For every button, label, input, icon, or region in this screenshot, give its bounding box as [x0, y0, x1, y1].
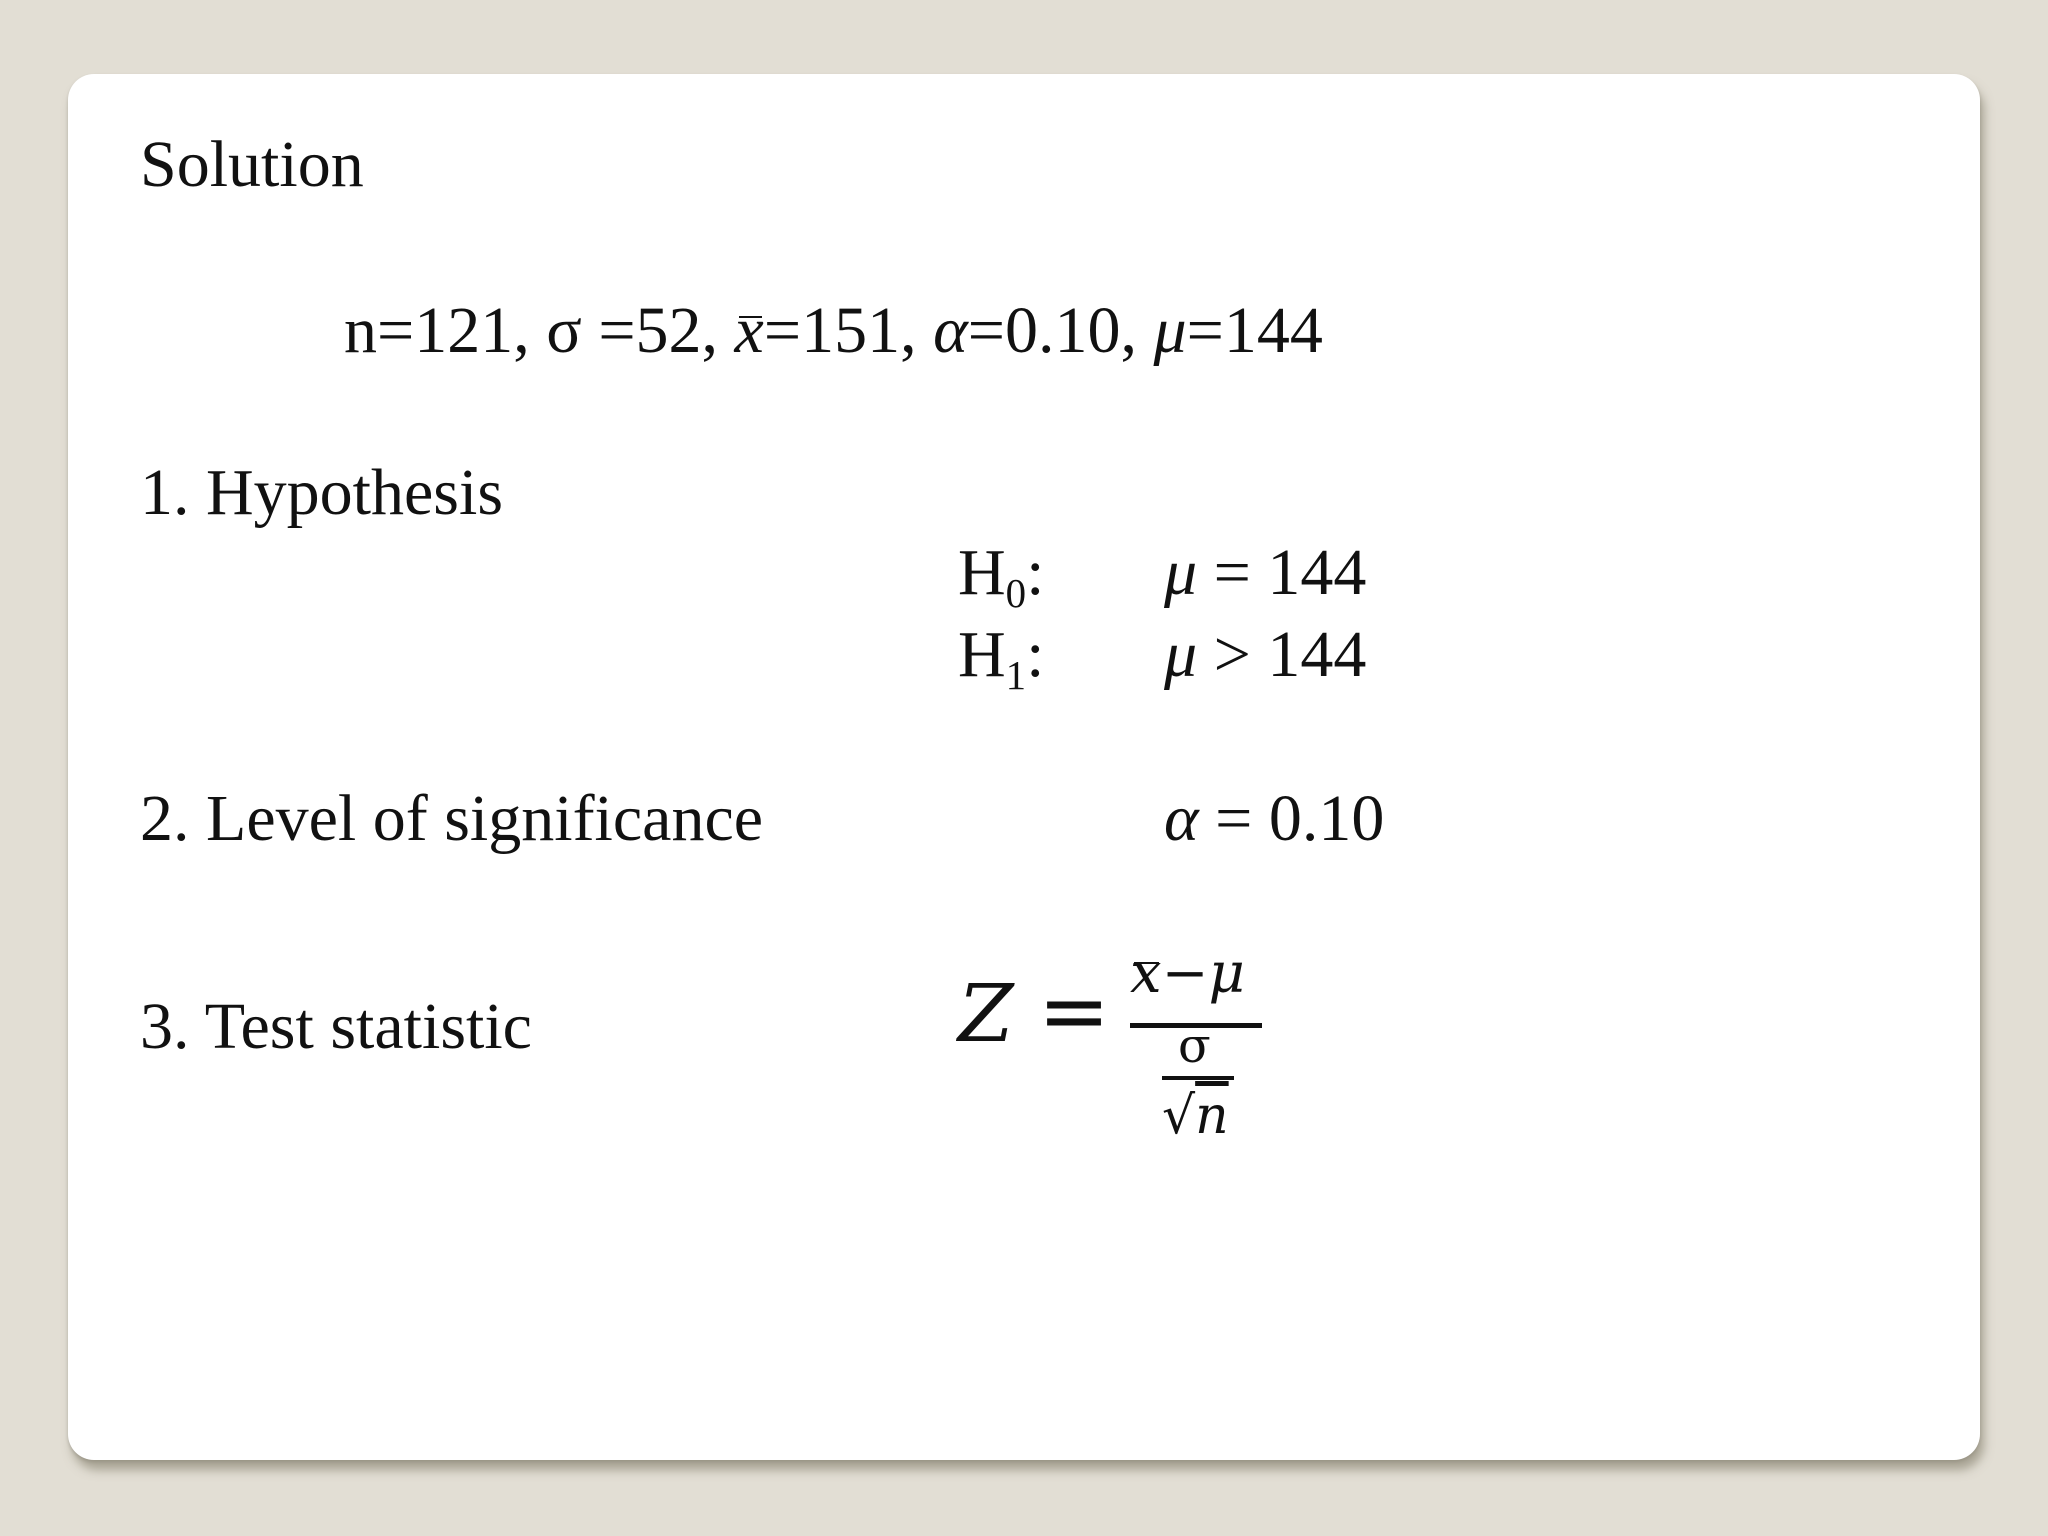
- slide-card: [68, 74, 1980, 1460]
- slide-title: Solution: [140, 128, 364, 201]
- hypothesis-null-statement: μ = 144: [1164, 536, 1367, 609]
- given-mu-value: =144: [1186, 294, 1323, 367]
- z-equals: =: [1038, 961, 1111, 1061]
- hypothesis-alt-label: $H_1$:: [958, 618, 1045, 699]
- significance-level: α = 0.10: [1164, 782, 1385, 855]
- step3-label: 3. Test statistic: [140, 990, 532, 1063]
- sqrt-sign: √: [1162, 1086, 1196, 1146]
- formula-sigma: σ: [1178, 1018, 1211, 1074]
- h1-subscript: 1: [1005, 653, 1027, 699]
- hypothesis-null-label: $H_0$:: [958, 536, 1045, 617]
- given-alpha-symbol: α: [933, 294, 968, 367]
- given-values: [344, 294, 1323, 367]
- sqrt-n: n: [1195, 1086, 1229, 1146]
- z-symbol: Z: [958, 967, 1014, 1060]
- step2-label: 2. Level of significance: [140, 782, 764, 855]
- formula-numerator: x−μ: [1130, 941, 1245, 1006]
- given-n: n=121,: [344, 294, 530, 367]
- h0-subscript: 0: [1005, 571, 1027, 617]
- given-xbar-value: =151,: [763, 294, 917, 367]
- given-alpha-value: =0.10,: [967, 294, 1137, 367]
- given-sigma: σ =52,: [546, 294, 719, 367]
- inner-fraction-bar: [1162, 1076, 1234, 1080]
- hypothesis-alt-statement: μ > 144: [1164, 618, 1367, 691]
- given-xbar-symbol: x: [734, 294, 764, 367]
- step1-label: 1. Hypothesis: [140, 456, 503, 529]
- given-mu-symbol: μ: [1153, 294, 1187, 367]
- formula-sqrt: [1162, 1086, 1229, 1146]
